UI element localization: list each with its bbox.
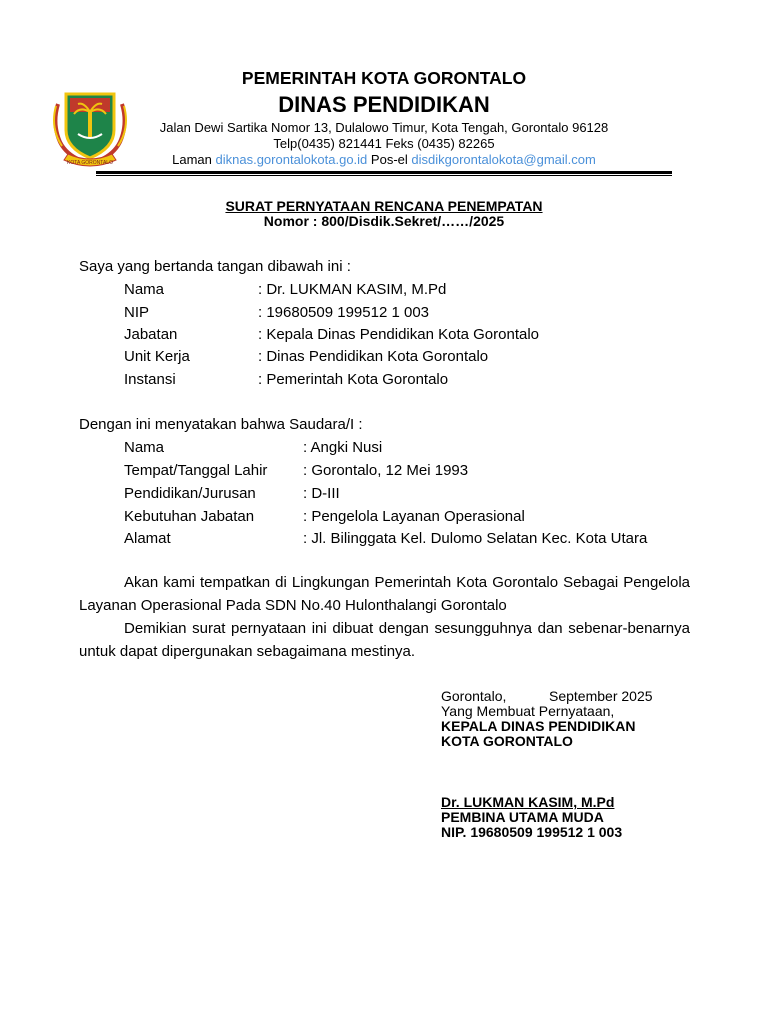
subject-value-alamat: : Jl. Bilinggata Kel. Dulomo Selatan Kec. Kota Utara <box>303 530 648 547</box>
signer-value-unit-kerja: : Dinas Pendidikan Kota Gorontalo <box>258 348 489 365</box>
agency-phone: Telp(0435) 821441 Feks (0435) 82265 <box>273 136 495 151</box>
agency-address: Jalan Dewi Sartika Nomor 13, Dulalowo Timur, Kota Tengah, Gorontalo 96128 <box>159 120 609 135</box>
signature-nip: NIP. 19680509 199512 1 003 <box>441 824 623 840</box>
signature-place: Gorontalo, <box>441 688 507 704</box>
email-link[interactable]: disdikgorontalokota@gmail.com <box>411 152 596 167</box>
email-label: Pos-el <box>370 152 408 167</box>
letter-title: SURAT PERNYATAAN RENCANA PENEMPATAN <box>225 198 543 214</box>
letter-number: Nomor : 800/Disdik.Sekret/……/2025 <box>263 213 505 229</box>
logo-ribbon-text: KOTA GORONTALO <box>67 160 113 166</box>
signer-value-nama: : Dr. LUKMAN KASIM, M.Pd <box>258 281 447 298</box>
subject-label-ttl: Tempat/Tanggal Lahir <box>124 462 268 479</box>
website-label: Laman <box>172 152 212 167</box>
signature-name: Dr. LUKMAN KASIM, M.Pd <box>441 794 615 810</box>
signer-value-instansi: : Pemerintah Kota Gorontalo <box>258 371 449 388</box>
website-link[interactable]: diknas.gorontalokota.go.id <box>215 152 368 167</box>
government-name: PEMERINTAH KOTA GORONTALO <box>241 68 527 88</box>
header-rule-thin <box>96 175 672 176</box>
closing-paragraph <box>79 617 690 663</box>
signature-maker: Yang Membuat Pernyataan, <box>441 703 615 719</box>
subject-label-nama: Nama <box>124 439 165 456</box>
closing-paragraph-text: Demikian surat pernyataan ini dibuat dengan sesungguhnya dan sebenar-benarnya untuk dapat dipergunakan sebagaimana mestinya. <box>79 620 690 660</box>
subject-label-pendidikan: Pendidikan/Jurusan <box>124 485 256 502</box>
subject-value-pendidikan: : D-III <box>303 485 340 502</box>
placement-paragraph-text: Akan kami tempatkan di Lingkungan Pemerintah Kota Gorontalo Sebagai Pengelola Layanan Operasional Pada SDN No.40 Hulonthalangi Gorontalo <box>79 574 690 614</box>
signer-label-unit-kerja: Unit Kerja <box>124 348 190 365</box>
subject-intro: Dengan ini menyatakan bahwa Saudara/I : <box>79 416 363 433</box>
signer-label-nip: NIP <box>124 304 150 321</box>
subject-label-kebutuhan-jabatan: Kebutuhan Jabatan <box>124 508 255 525</box>
subject-label-alamat: Alamat <box>124 530 171 547</box>
subject-value-ttl: : Gorontalo, 12 Mei 1993 <box>303 462 469 479</box>
signature-date: September 2025 <box>549 688 653 704</box>
agency-name: DINAS PENDIDIKAN <box>278 92 490 117</box>
signature-position-line1: KEPALA DINAS PENDIDIKAN <box>441 718 636 734</box>
signer-label-nama: Nama <box>124 281 165 298</box>
signer-intro: Saya yang bertanda tangan dibawah ini : <box>79 258 351 275</box>
agency-contacts <box>172 152 596 167</box>
header-rule-thick <box>96 171 672 174</box>
signature-position-line2: KOTA GORONTALO <box>441 733 573 749</box>
city-emblem-logo <box>50 84 130 170</box>
signer-label-instansi: Instansi <box>124 371 176 388</box>
signature-rank: PEMBINA UTAMA MUDA <box>441 809 604 825</box>
placement-paragraph <box>79 571 690 617</box>
signer-value-nip: : 19680509 199512 1 003 <box>258 304 429 321</box>
subject-value-nama: : Angki Nusi <box>303 439 383 456</box>
signer-value-jabatan: : Kepala Dinas Pendidikan Kota Gorontalo <box>258 326 540 343</box>
subject-value-kebutuhan-jabatan: : Pengelola Layanan Operasional <box>303 508 525 525</box>
signer-label-jabatan: Jabatan <box>124 326 178 343</box>
